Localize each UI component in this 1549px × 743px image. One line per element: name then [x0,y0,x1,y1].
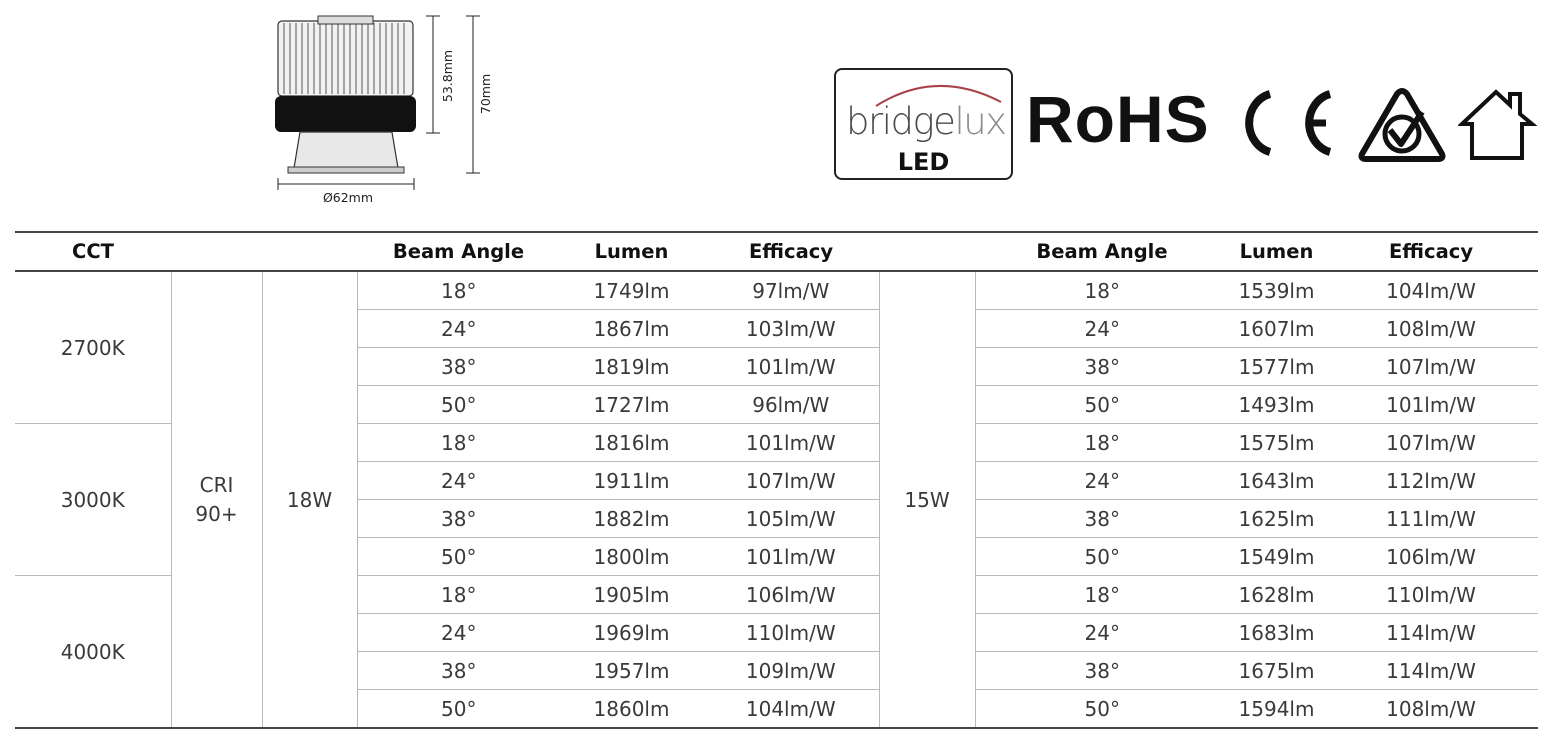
header-lumen-a: Lumen [560,232,703,271]
beam-angle-cell: 38° [975,652,1229,690]
lumen-cell: 1549lm [1229,538,1324,576]
beam-angle-cell: 38° [975,348,1229,386]
lumen-cell: 1727lm [560,386,703,424]
beam-angle-cell: 50° [357,690,560,729]
beam-angle-cell: 18° [357,576,560,614]
lumen-cell: 1675lm [1229,652,1324,690]
lumen-cell: 1683lm [1229,614,1324,652]
efficacy-cell: 101lm/W [703,424,879,462]
bridgelux-logo [834,68,1013,180]
spec-table [15,231,1538,729]
cri-value: 90+ [195,501,238,526]
efficacy-cell: 104lm/W [703,690,879,729]
beam-angle-cell: 50° [357,386,560,424]
lumen-cell: 1575lm [1229,424,1324,462]
header-blank-power-b [879,232,975,271]
lumen-cell: 1957lm [560,652,703,690]
efficacy-cell: 108lm/W [1324,690,1538,729]
beam-angle-cell: 18° [975,424,1229,462]
cri-cell [171,271,262,728]
header-blank-cri [171,232,262,271]
table-header-row [15,232,1538,271]
power-b-cell: 15W [879,271,975,728]
beam-angle-cell: 18° [975,576,1229,614]
header-efficacy-b: Efficacy [1324,232,1538,271]
efficacy-cell: 104lm/W [1324,271,1538,310]
bridgelux-led-label: LED [897,148,950,176]
efficacy-cell: 97lm/W [703,271,879,310]
efficacy-cell: 110lm/W [1324,576,1538,614]
cct-cell: 4000K [15,576,171,729]
efficacy-cell: 101lm/W [703,538,879,576]
efficacy-cell: 114lm/W [1324,652,1538,690]
beam-angle-cell: 38° [357,500,560,538]
lumen-cell: 1816lm [560,424,703,462]
lumen-cell: 1594lm [1229,690,1324,729]
bridgelux-word-accent: lux [954,100,1006,143]
header-cct: CCT [15,232,171,271]
efficacy-cell: 105lm/W [703,500,879,538]
beam-angle-cell: 50° [357,538,560,576]
beam-angle-cell: 18° [975,271,1229,310]
lumen-cell: 1625lm [1229,500,1324,538]
lumen-cell: 1969lm [560,614,703,652]
rcm-check-icon [1352,86,1452,166]
efficacy-cell: 114lm/W [1324,614,1538,652]
efficacy-cell: 101lm/W [703,348,879,386]
cct-cell: 3000K [15,424,171,576]
height-inner-label: 53.8mm [440,49,455,103]
beam-angle-cell: 24° [357,614,560,652]
header-beam-angle-b: Beam Angle [975,232,1229,271]
lumen-cell: 1911lm [560,462,703,500]
product-dimension-drawing [268,8,508,208]
efficacy-cell: 107lm/W [703,462,879,500]
beam-angle-cell: 18° [357,424,560,462]
beam-angle-cell: 38° [975,500,1229,538]
efficacy-cell: 96lm/W [703,386,879,424]
efficacy-cell: 108lm/W [1324,310,1538,348]
efficacy-cell: 107lm/W [1324,348,1538,386]
efficacy-cell: 109lm/W [703,652,879,690]
beam-angle-cell: 38° [357,348,560,386]
beam-angle-cell: 50° [975,538,1229,576]
header-efficacy-a: Efficacy [703,232,879,271]
lumen-cell: 1493lm [1229,386,1324,424]
header-beam-angle-a: Beam Angle [357,232,560,271]
efficacy-cell: 106lm/W [703,576,879,614]
house-icon [1458,86,1538,166]
lumen-cell: 1628lm [1229,576,1324,614]
efficacy-cell: 106lm/W [1324,538,1538,576]
header-blank-power-a [262,232,357,271]
beam-angle-cell: 18° [357,271,560,310]
efficacy-cell: 112lm/W [1324,462,1538,500]
efficacy-cell: 110lm/W [703,614,879,652]
bridgelux-word-main: bridge [846,100,955,143]
lumen-cell: 1867lm [560,310,703,348]
table-row [15,271,1538,310]
lumen-cell: 1905lm [560,576,703,614]
lumen-cell: 1819lm [560,348,703,386]
ce-mark-icon [1234,86,1344,164]
beam-angle-cell: 24° [357,310,560,348]
lumen-cell: 1607lm [1229,310,1324,348]
efficacy-cell: 107lm/W [1324,424,1538,462]
beam-angle-cell: 24° [975,462,1229,500]
beam-angle-cell: 24° [975,614,1229,652]
lumen-cell: 1860lm [560,690,703,729]
header-lumen-b: Lumen [1229,232,1324,271]
beam-angle-cell: 50° [975,386,1229,424]
lumen-cell: 1749lm [560,271,703,310]
height-total-label: 70mm [478,73,493,115]
power-a-cell: 18W [262,271,357,728]
lumen-cell: 1643lm [1229,462,1324,500]
beam-angle-cell: 24° [975,310,1229,348]
efficacy-cell: 111lm/W [1324,500,1538,538]
diameter-label: Ø62mm [322,190,374,205]
lumen-cell: 1800lm [560,538,703,576]
beam-angle-cell: 50° [975,690,1229,729]
beam-angle-cell: 24° [357,462,560,500]
cct-cell: 2700K [15,271,171,424]
bridgelux-wordmark [846,100,1006,143]
beam-angle-cell: 38° [357,652,560,690]
lumen-cell: 1577lm [1229,348,1324,386]
efficacy-cell: 103lm/W [703,310,879,348]
lumen-cell: 1882lm [560,500,703,538]
cri-label: CRI [199,472,234,497]
lumen-cell: 1539lm [1229,271,1324,310]
rohs-logo: RoHS [1026,82,1210,156]
efficacy-cell: 101lm/W [1324,386,1538,424]
